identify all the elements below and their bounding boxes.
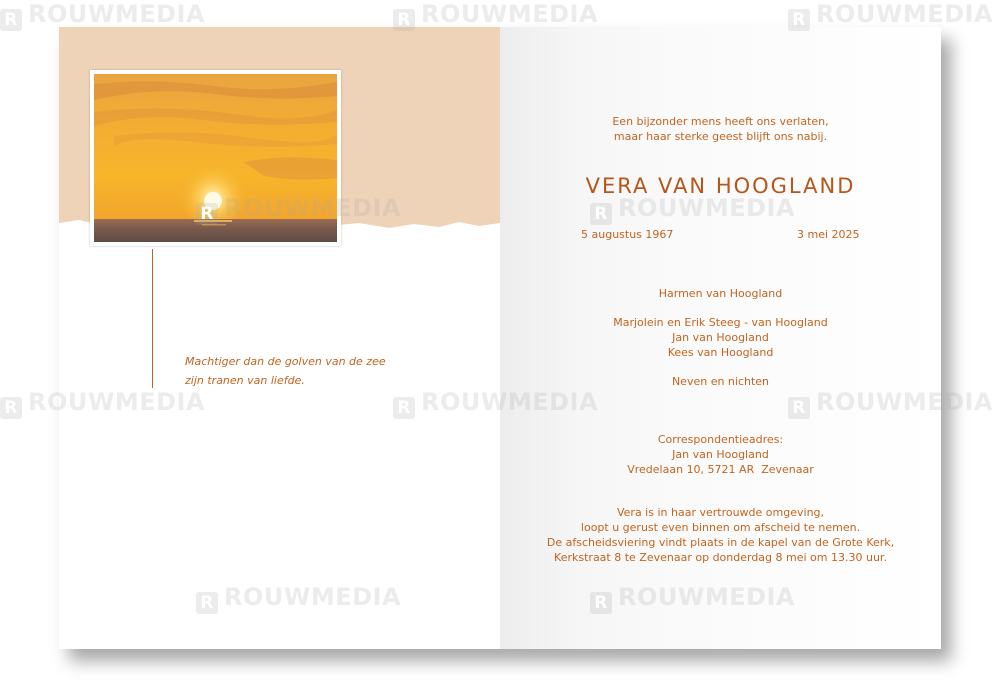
quote — [185, 352, 386, 390]
child-2: Jan van Hoogland — [672, 331, 769, 344]
watermark: R ROUWMEDIA — [393, 0, 598, 31]
watermark: R ROUWMEDIA — [196, 583, 401, 614]
ceremony-line-4: Kerkstraat 8 te Zevenaar op donderdag 8 mei om 13.30 uur. — [554, 551, 887, 564]
sunset-photo — [94, 74, 337, 242]
child-3: Kees van Hoogland — [667, 346, 774, 359]
watermark: R ROUWMEDIA — [788, 388, 993, 419]
ceremony-line-1: Vera is in haar vertrouwde omgeving, — [616, 506, 825, 519]
watermark: R ROUWMEDIA — [590, 583, 795, 614]
deceased-name: VERA VAN HOOGLAND — [585, 174, 856, 198]
ceremony-line-2: loopt u gerust even binnen om afscheid te nemen. — [580, 521, 861, 534]
vertical-divider — [152, 249, 153, 388]
intro-line-1: Een bijzonder mens heeft ons verlaten, — [612, 115, 829, 128]
card-right-page — [500, 27, 941, 649]
quote-line-2: zijn tranen van liefde. — [185, 374, 305, 387]
correspondence-label: Correspondentieadres: — [657, 433, 784, 446]
card-left-page — [59, 27, 500, 649]
ceremony-line-3: De afscheidsviering vindt plaats in de kapel van de Grote Kerk, — [546, 536, 895, 549]
partner-name: Harmen van Hoogland — [658, 287, 783, 300]
correspondence-address: Vredelaan 10, 5721 AR Zevenaar — [627, 463, 814, 476]
watermark: R ROUWMEDIA — [196, 194, 401, 225]
watermark: R ROUWMEDIA — [0, 388, 205, 419]
mourning-card — [59, 27, 941, 649]
correspondence-name: Jan van Hoogland — [672, 448, 769, 461]
death-date: 3 mei 2025 — [797, 228, 860, 241]
watermark: R ROUWMEDIA — [590, 194, 795, 225]
watermark: R ROUWMEDIA — [788, 0, 993, 31]
child-1: Marjolein en Erik Steeg - van Hoogland — [613, 316, 828, 329]
intro-line-2: maar haar sterke geest blijft ons nabij. — [613, 130, 828, 143]
birth-date: 5 augustus 1967 — [581, 228, 674, 241]
watermark: R ROUWMEDIA — [393, 388, 598, 419]
relatives: Neven en nichten — [671, 375, 770, 388]
photo-frame — [90, 70, 341, 246]
quote-line-1: Machtiger dan de golven van de zee — [185, 355, 386, 368]
watermark: R ROUWMEDIA — [0, 0, 205, 31]
